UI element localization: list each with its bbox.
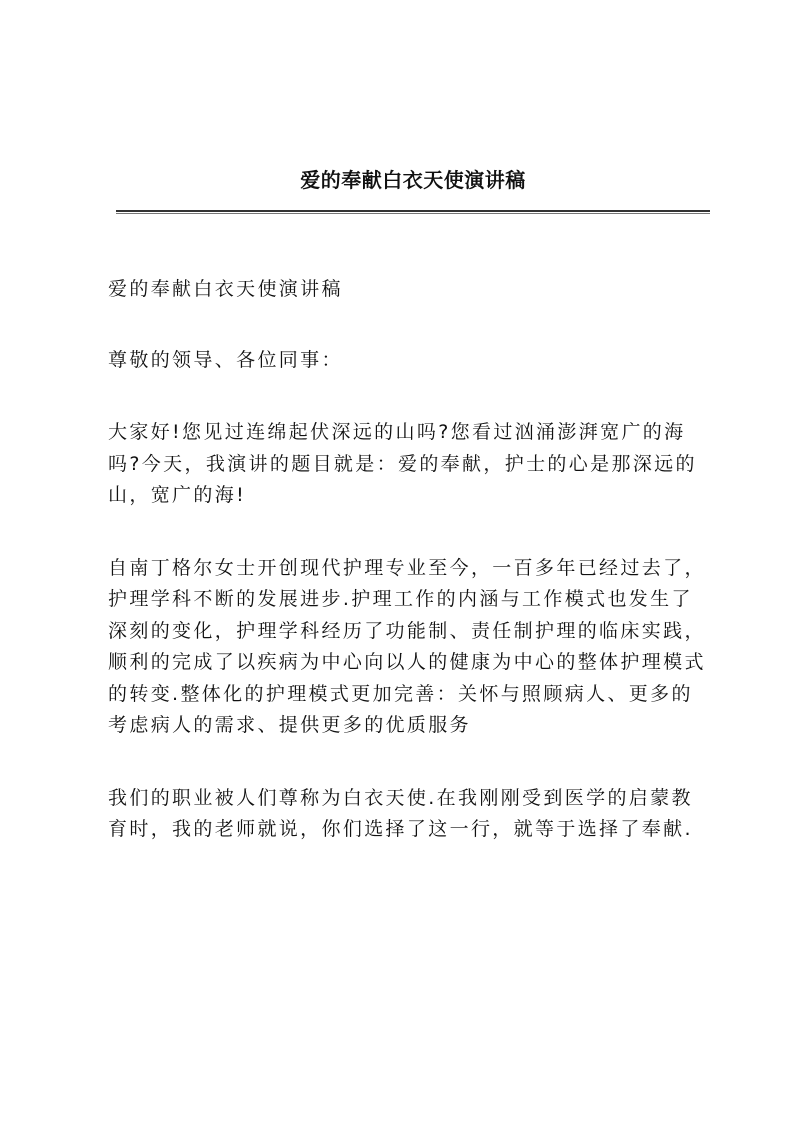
paragraph-line: 的转变.整体化的护理模式更加完善：关怀与照顾病人、更多的	[108, 682, 693, 705]
paragraph-line: 山，宽广的海!	[108, 484, 247, 506]
paragraph-line: 顺利的完成了以疾病为中心向以人的健康为中心的整体护理模式	[108, 651, 706, 673]
paragraph-line: 自南丁格尔女士开创现代护理专业至今，一百多年已经过去了，	[108, 556, 706, 579]
paragraph-line: 考虑病人的需求、提供更多的优质服务	[108, 714, 471, 736]
document-body	[108, 274, 728, 887]
paragraph-intro	[108, 417, 728, 512]
speech-greeting: 尊敬的领导、各位同事：	[108, 349, 343, 371]
paragraph-line: 育时，我的老师就说，你们选择了这一行，就等于选择了奉献.	[108, 818, 693, 840]
paragraph-line: 深刻的变化，护理学科经历了功能制、责任制护理的临床实践，	[108, 619, 706, 642]
paragraph-history	[108, 553, 728, 742]
paragraph-line: 我们的职业被人们尊称为白衣天使.在我刚刚受到医学的启蒙教	[108, 786, 693, 809]
header-divider	[116, 210, 710, 214]
speech-title: 爱的奉献白衣天使演讲稿	[108, 278, 343, 300]
paragraph-line: 大家好!您见过连绵起伏深远的山吗?您看过汹涌澎湃宽广的海	[108, 421, 686, 443]
header-title: 爱的奉献白衣天使演讲稿	[300, 168, 526, 192]
paragraph-line: 护理学科不断的发展进步.护理工作的内涵与工作模式也发生了	[108, 588, 693, 610]
paragraph-profession	[108, 783, 728, 846]
document-header	[116, 163, 710, 219]
paragraph-line: 吗?今天，我演讲的题目就是：爱的奉献，护士的心是那深远的	[108, 452, 697, 475]
